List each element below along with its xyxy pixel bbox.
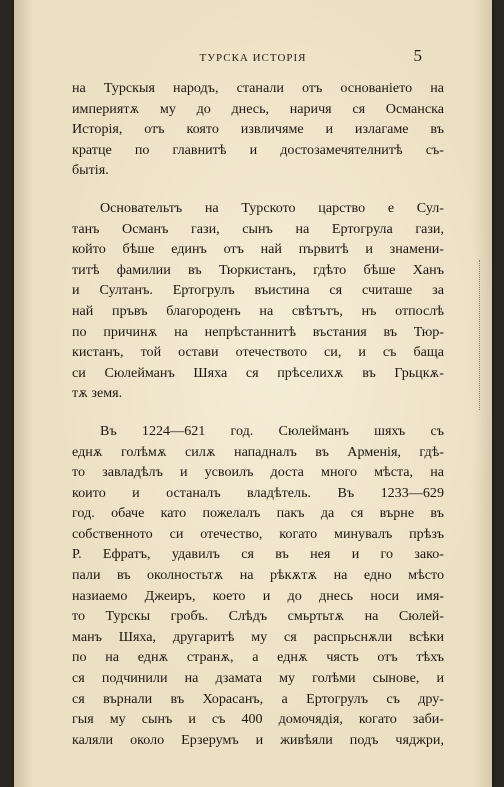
text-line: пали въ околностьтѫ на рѣкѫтѫ на едно мѣсто bbox=[72, 567, 444, 584]
text-line: то завладѣлъ и усвоилъ доста много мѣста, на bbox=[72, 464, 444, 481]
text-line: ся подчинили на дзамата му голѣми сынове, и bbox=[72, 670, 444, 687]
text-line: назиаемо Джеиръ, което и до днесь носи имя- bbox=[72, 587, 444, 604]
text-line: кратце по главнитѣ и достозамечятелнитѣ съ- bbox=[72, 141, 444, 158]
book-page bbox=[14, 0, 492, 787]
text-line: Въ 1224—621 год. Сюлейманъ шяхъ съ bbox=[100, 422, 444, 439]
text-line: кистанъ, той остави отечеството си, и съ баща bbox=[72, 344, 444, 361]
text-line: бытія. bbox=[72, 162, 109, 179]
running-head: ТУРСКА ИСТОРІЯ bbox=[199, 52, 307, 64]
text-line: най пръвъ благороденъ на свѣтътъ, нъ отпослѣ bbox=[72, 302, 444, 319]
text-line: тѫ земя. bbox=[72, 385, 123, 402]
text-line: Основательтъ на Турското царство е Сул- bbox=[100, 199, 444, 216]
paragraph-2 bbox=[72, 198, 444, 404]
text-line: каляли около Ерзерумъ и живѣяли подъ чяджри, bbox=[72, 731, 444, 748]
text-line: по причинѫ на непрѣстаннитѣ въстания въ Тюр- bbox=[72, 323, 444, 340]
text-line: и Султанъ. Ертогрулъ въистина ся считаше за bbox=[72, 282, 444, 299]
text-line: Исторія, отъ която извличяме и излагаме въ bbox=[72, 121, 444, 138]
text-line: които и останалъ владѣтель. Въ 1233—629 bbox=[72, 484, 444, 501]
text-line: Р. Ефратъ, удавилъ ся въ нея и го зако- bbox=[72, 546, 444, 563]
paragraph-1 bbox=[72, 78, 444, 181]
text-line: титѣ фамилии въ Тюркистанъ, гдѣто бѣше Ханъ bbox=[72, 261, 444, 278]
page-number: 5 bbox=[413, 46, 422, 65]
text-line: год. обаче като пожелалъ пакъ да ся върне въ bbox=[72, 505, 444, 522]
paragraph-3 bbox=[72, 421, 444, 751]
text-line: гыя му сынъ и съ 400 домочядія, когато заби- bbox=[72, 711, 444, 728]
text-line: ся върнали въ Хорасанъ, а Ертогрулъ съ дру- bbox=[72, 690, 444, 707]
text-line: танъ Османъ гази, сынъ на Ертогрула гази, bbox=[72, 220, 444, 237]
text-line: то Турскы гробъ. Слѣдъ смьртьтѫ на Сюлей- bbox=[72, 608, 444, 625]
text-line: на Турскыя народъ, станали отъ основаніето на bbox=[72, 80, 444, 96]
text-line: манъ Шяха, другаритѣ му ся распрьснѫли всѣки bbox=[72, 628, 444, 645]
margin-pencil-mark bbox=[479, 260, 482, 410]
text-line: си Сюлейманъ Шяха ся прѣселихѫ въ Грьцкѫ- bbox=[72, 364, 444, 381]
text-line: по на еднѫ странѫ, а еднѫ чясть отъ тѣхъ bbox=[72, 649, 444, 666]
text-line: собственното си отечество, когато минувалъ прѣзъ bbox=[72, 525, 444, 542]
page-header bbox=[14, 44, 492, 66]
text-line: който бѣше единъ отъ най първитѣ и знамени- bbox=[72, 241, 444, 258]
body-text bbox=[72, 78, 444, 750]
text-line: еднѫ голѣмѫ силѫ нападналъ въ Арменія, гдѣ- bbox=[72, 443, 444, 460]
text-line: империятѫ му до днесь, наричя ся Османска bbox=[72, 100, 444, 117]
